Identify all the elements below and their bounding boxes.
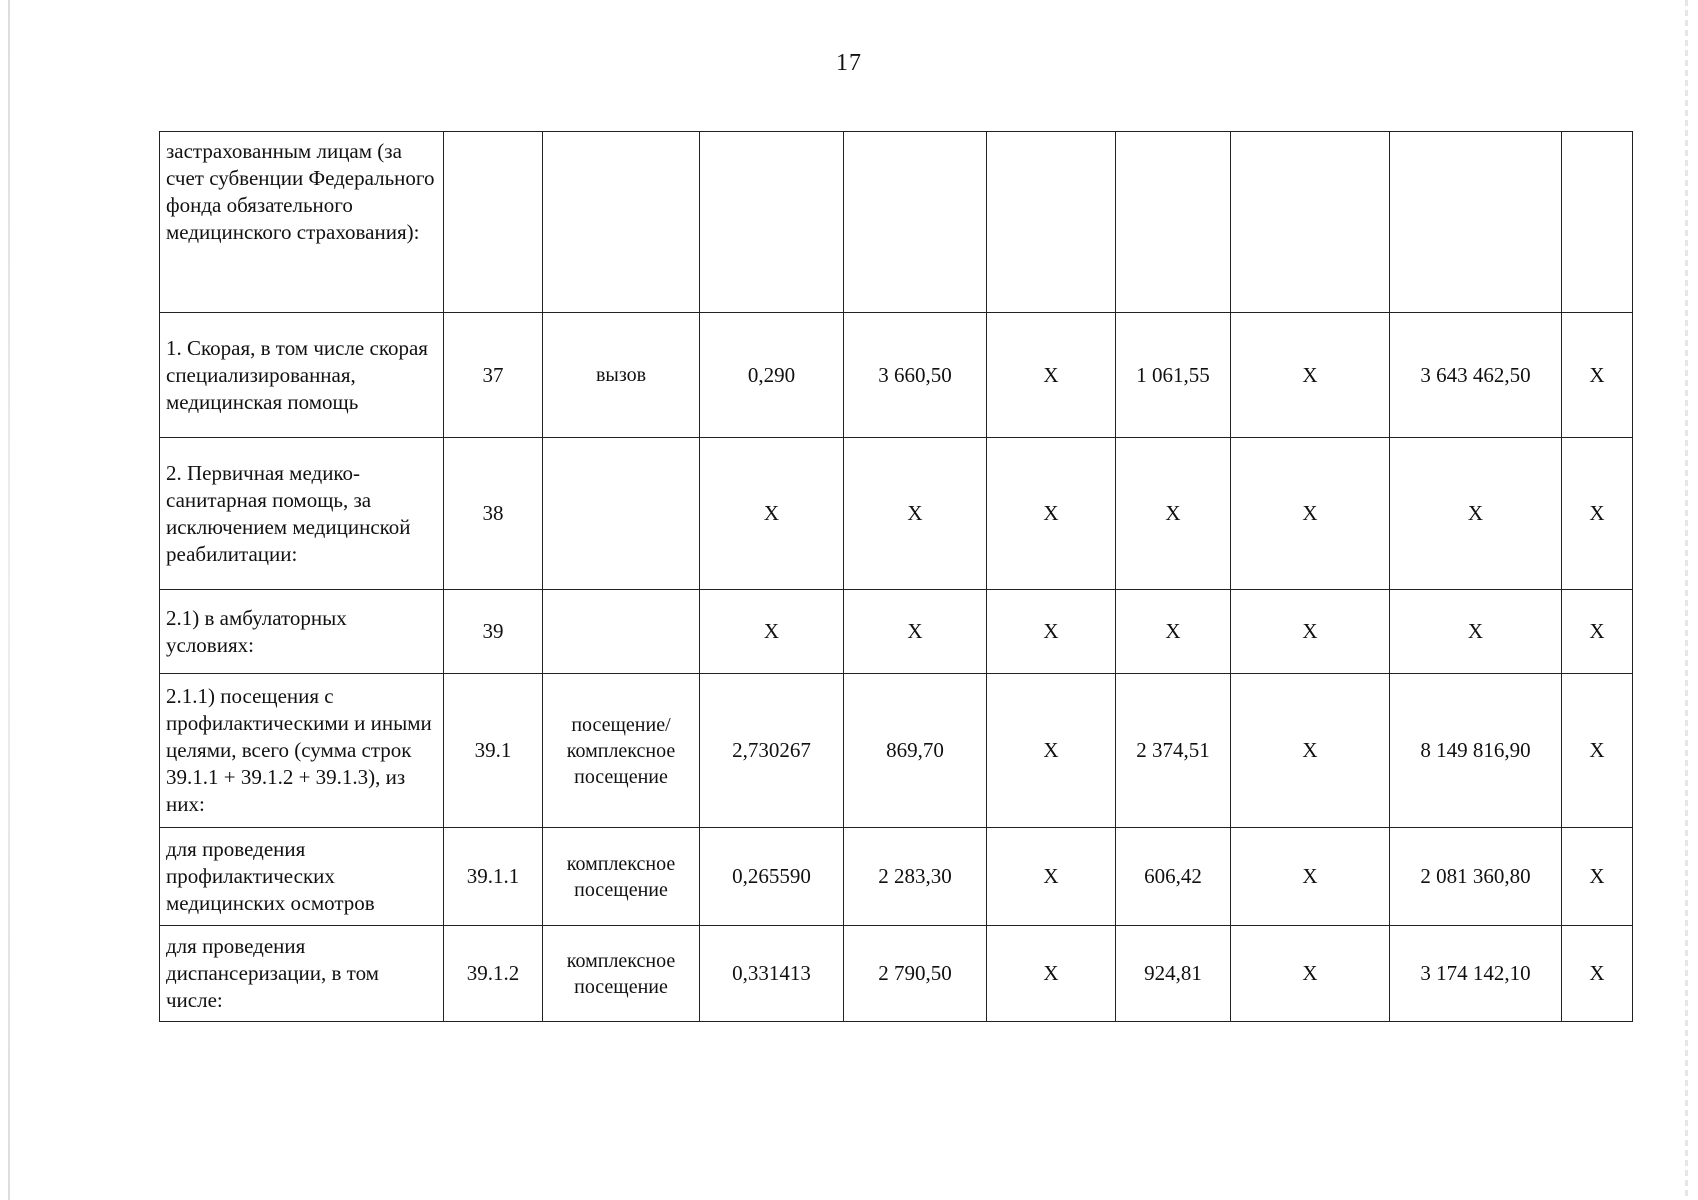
row-cell: 2 374,51 — [1116, 674, 1231, 828]
row-cell — [1390, 132, 1562, 313]
row-cell — [1116, 132, 1231, 313]
row-cell: 3 660,50 — [844, 313, 987, 438]
row-cell: 2 081 360,80 — [1390, 828, 1562, 926]
row-cell — [987, 132, 1116, 313]
row-cell: Х — [987, 438, 1116, 590]
row-cell: Х — [1562, 313, 1633, 438]
row-name: для проведения диспансеризации, в том числе: — [160, 926, 444, 1022]
row-name: 2.1.1) посещения с профилактическими и иными целями, всего (сумма строк 39.1.1 + 39.1.2 + 39.1.3), из них: — [160, 674, 444, 828]
table-row — [160, 313, 1633, 438]
row-cell: 0,331413 — [700, 926, 844, 1022]
table-row — [160, 132, 1633, 313]
row-unit — [543, 132, 700, 313]
row-cell: Х — [1231, 590, 1390, 674]
row-number: 39.1.1 — [444, 828, 543, 926]
row-cell: 2,730267 — [700, 674, 844, 828]
row-cell: Х — [987, 313, 1116, 438]
table-row — [160, 674, 1633, 828]
row-number: 38 — [444, 438, 543, 590]
row-cell: Х — [1231, 828, 1390, 926]
row-unit — [543, 438, 700, 590]
row-cell: Х — [987, 590, 1116, 674]
row-cell: Х — [1116, 438, 1231, 590]
row-cell — [1231, 132, 1390, 313]
row-cell: Х — [1231, 926, 1390, 1022]
row-cell: 0,290 — [700, 313, 844, 438]
row-cell: 3 643 462,50 — [1390, 313, 1562, 438]
scan-edge-right — [1685, 0, 1688, 1200]
row-cell: Х — [1562, 674, 1633, 828]
row-name: 2. Первичная медико-санитарная помощь, за исключением медицинской реабилитации: — [160, 438, 444, 590]
row-cell: Х — [1231, 438, 1390, 590]
row-unit — [543, 590, 700, 674]
row-cell: Х — [1390, 438, 1562, 590]
row-cell: 2 283,30 — [844, 828, 987, 926]
row-cell: 869,70 — [844, 674, 987, 828]
row-cell: Х — [987, 828, 1116, 926]
row-cell: Х — [1390, 590, 1562, 674]
row-cell: Х — [1231, 674, 1390, 828]
row-cell — [700, 132, 844, 313]
table-row — [160, 590, 1633, 674]
row-cell: Х — [844, 590, 987, 674]
row-name: застрахованным лицам (за счет субвенции Федерального фонда обязательного медицинского страхования): — [160, 132, 444, 313]
row-cell: 2 790,50 — [844, 926, 987, 1022]
row-cell: 1 061,55 — [1116, 313, 1231, 438]
table-row — [160, 828, 1633, 926]
row-cell: 924,81 — [1116, 926, 1231, 1022]
scan-edge-left — [8, 0, 10, 1200]
row-cell: Х — [844, 438, 987, 590]
row-unit: комплексное посещение — [543, 828, 700, 926]
row-cell: 3 174 142,10 — [1390, 926, 1562, 1022]
row-name: 1. Скорая, в том числе скорая специализированная, медицинская помощь — [160, 313, 444, 438]
row-cell: Х — [1116, 590, 1231, 674]
row-cell: Х — [1562, 828, 1633, 926]
row-number: 39 — [444, 590, 543, 674]
row-cell: Х — [987, 674, 1116, 828]
row-cell: Х — [987, 926, 1116, 1022]
row-cell: Х — [700, 590, 844, 674]
row-cell — [1562, 132, 1633, 313]
row-number: 39.1 — [444, 674, 543, 828]
row-unit: посещение/ комплексное посещение — [543, 674, 700, 828]
table-row — [160, 438, 1633, 590]
row-cell: 0,265590 — [700, 828, 844, 926]
row-cell: 606,42 — [1116, 828, 1231, 926]
row-cell: Х — [700, 438, 844, 590]
row-name: для проведения профилактических медицинских осмотров — [160, 828, 444, 926]
row-cell — [844, 132, 987, 313]
page-number: 17 — [836, 50, 862, 76]
row-number: 39.1.2 — [444, 926, 543, 1022]
row-number — [444, 132, 543, 313]
cost-table — [159, 131, 1633, 1022]
table-row — [160, 926, 1633, 1022]
row-cell: Х — [1231, 313, 1390, 438]
row-name: 2.1) в амбулаторных условиях: — [160, 590, 444, 674]
row-cell: Х — [1562, 438, 1633, 590]
row-unit: вызов — [543, 313, 700, 438]
row-cell: Х — [1562, 926, 1633, 1022]
row-number: 37 — [444, 313, 543, 438]
row-unit: комплексное посещение — [543, 926, 700, 1022]
row-cell: 8 149 816,90 — [1390, 674, 1562, 828]
row-cell: Х — [1562, 590, 1633, 674]
